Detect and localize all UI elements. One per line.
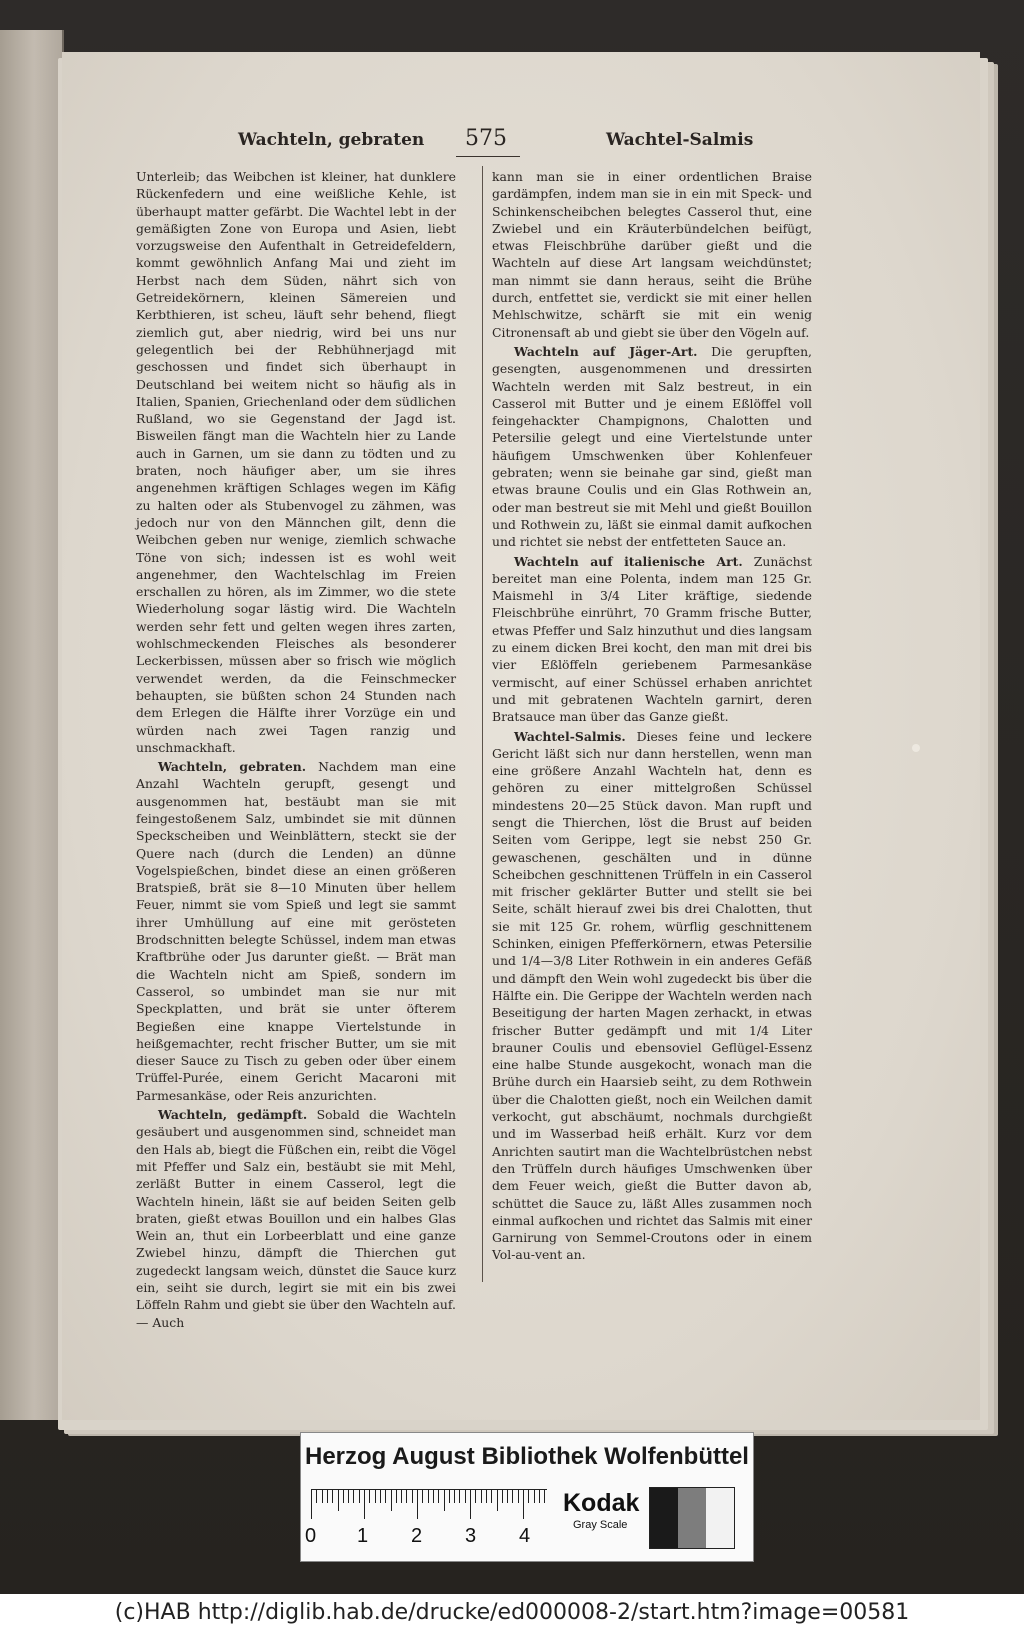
paragraph	[492, 343, 812, 551]
scale-tick	[311, 1489, 312, 1519]
scale-tick	[412, 1489, 413, 1503]
gray-patch	[706, 1488, 734, 1548]
scale-tick	[364, 1489, 365, 1519]
scale-number: 4	[519, 1525, 531, 1547]
footer-bar	[0, 1594, 1024, 1634]
left-page-edge	[0, 30, 64, 1420]
scale-tick	[486, 1489, 487, 1503]
scale-tick	[438, 1489, 439, 1503]
scale-tick	[391, 1489, 392, 1511]
paragraph	[136, 168, 456, 756]
paragraph-text: kann man sie in einer ordentlichen Braise gardämpfen, indem man sie in ein mit Speck- und Schinkenscheibchen belegtes Casserol thut, eine Zwiebel und ein Kräuterbündelchen beifügt, etwas Fleischbrühe darüber gießt und die Wachteln auf diese Art langsam weichdünstet; man nimmt sie dann heraus, seiht die Brühe durch, entfettet sie, verdickt sie mit einer hellen Mehlschwitze, schärft sie mit ein wenig Citronensaft ab und giebt sie über den Vögeln auf.	[492, 169, 812, 340]
paragraph-text: Dieses feine und leckere Gericht läßt sich nur dann herstellen, wenn man eine größere Anzahl Wachteln hat, denn es gehören zu einer mittelgroßen Schüssel mindestens 20—25 Stück davon. Man rupft und sengt die Thierchen, löst die Brust auf beiden Seiten vom Gerippe, legt sie nebst 250 Gr. gewaschenen, geschälten und in dünne Scheibchen geschnittenen Trüffeln in ein Casserol mit frischer geklärter Butter und stellt sie bei Seite, schält hierauf zwei bis drei Chalotten, thut sie mit 125 Gr. rohem, würflig geschnittenem Schinken, einigen Pfefferkörnern, etwas Petersilie und 1/4—3/8 Liter Rothwein in ein anderes Gefäß und dämpft den Wein wohl zugedeckt bis über die Hälfte ein. Die Gerippe der Wachteln werden nach Beseitigung der harten Magen zerhackt, in etwas frischer Butter gedämpft und mit 1/4 Liter brauner Coulis und ebensoviel Geflügel-Essenz eine halbe Stunde ausgekocht, wonach man die Brühe durch ein Haarsieb seiht, zu dem Rothwein über die Chalotten gießt, noch ein Weilchen damit verkocht, gut abschäumt, nochmals durchgießt und im Wasserbad heiß erhält. Kurz vor dem Anrichten sautirt man die Wachtelbrüstchen nebst den Trüffeln durch häufiges Umschwenken über dem Feuer weich, gießt die Butter davon ab, schüttet die Sauce zu, läßt Alles zusammen noch einmal aufkochen und richtet das Salmis mit einer Garnirung von Semmel-Croutons oder in einem Vol-au-vent an.	[492, 728, 812, 1263]
entry-heading: Wachteln, gedämpft.	[158, 1107, 308, 1123]
scale-tick	[523, 1489, 524, 1519]
scale-number: 1	[357, 1525, 369, 1547]
scale-tick	[528, 1489, 529, 1503]
running-head-right: Wachtel-Salmis	[606, 130, 754, 150]
scale-tick	[444, 1489, 445, 1511]
scale-tick	[491, 1489, 492, 1503]
scale-numbers	[305, 1525, 565, 1549]
dust-speck	[912, 744, 920, 752]
scale-tick	[512, 1489, 513, 1503]
color-calibration-card	[300, 1432, 754, 1562]
gray-patch	[678, 1488, 706, 1548]
paragraph-text: Die gerupften, gesengten, ausgenommenen und dressirten Wachteln werden mit Salz bestreut, in ein Casserol mit Butter und je einem Eßlöffel voll feingehackter Champignons, Chalotten und Petersilie gelegt und eine Viertelstunde unter häufigem Umschwenken über Kohlenfeuer gebraten; wenn sie beinahe gar sind, gießt man etwas braune Coulis und ein Glas Rothwein an, oder man bestreut sie mit Mehl und gießt Bouillon und Rothwein zu, läßt sie einmal damit aufkochen und richtet sie nebst der entfetteten Sauce an.	[492, 343, 812, 550]
paragraph-text: Zunächst bereitet man eine Polenta, indem man 125 Gr. Maismehl in 3/4 Liter kräftige, siedende Fleischbrühe einrührt, 70 Gramm frische Butter, etwas Pfeffer und Salz hinzuthut und dies langsam zu einem dicken Brei kocht, den man mit drei bis vier Eßlöffeln geriebenem Parmesankäse vermischt, auf einer Schüssel erhaben anrichtet und mit gebratenen Wachteln garnirt, deren Bratsauce man über das Ganze gießt.	[492, 553, 812, 725]
scale-tick	[359, 1489, 360, 1503]
kodak-logo: Kodak	[563, 1489, 640, 1517]
gray-patch	[650, 1488, 678, 1548]
paragraph	[136, 758, 456, 1104]
scale-tick	[481, 1489, 482, 1503]
scale-tick	[343, 1489, 344, 1503]
left-column	[136, 168, 456, 1331]
copyright-url: (c)HAB http://diglib.hab.de/drucke/ed000008-2/start.htm?image=00581	[114, 1600, 910, 1625]
running-head-left: Wachteln, gebraten	[238, 130, 425, 150]
scale-tick	[327, 1489, 328, 1503]
entry-heading: Wachteln, gebraten.	[158, 759, 307, 775]
scale-tick	[396, 1489, 397, 1503]
scale-tick	[470, 1489, 471, 1519]
scale-number: 3	[465, 1525, 477, 1547]
scale-tick	[544, 1489, 545, 1503]
scale-tick	[465, 1489, 466, 1503]
page-header	[130, 126, 830, 160]
paragraph	[492, 168, 812, 341]
entry-heading: Wachteln auf italienische Art.	[514, 553, 743, 569]
entry-heading: Wachteln auf Jäger-Art.	[514, 343, 698, 359]
scale-number: 0	[305, 1525, 317, 1547]
gray-scale-label: Gray Scale	[573, 1519, 628, 1531]
scale-tick	[507, 1489, 508, 1503]
library-name: Herzog August Bibliothek Wolfenbüttel	[305, 1443, 749, 1470]
right-column	[492, 168, 812, 1264]
scale-tick	[338, 1489, 339, 1511]
scale-tick	[332, 1489, 333, 1503]
scale-tick	[539, 1489, 540, 1503]
page-number: 575	[465, 126, 507, 151]
column-divider	[482, 166, 483, 1282]
scale-tick	[518, 1489, 519, 1503]
paragraph	[492, 728, 812, 1264]
scale-tick	[385, 1489, 386, 1503]
scale-tick	[534, 1489, 535, 1503]
scale-tick	[428, 1489, 429, 1503]
scale-tick	[454, 1489, 455, 1503]
scale-tick	[449, 1489, 450, 1503]
scale-tick	[375, 1489, 376, 1503]
scale-number: 2	[411, 1525, 423, 1547]
scale-tick	[406, 1489, 407, 1503]
scale-tick	[497, 1489, 498, 1511]
gray-patches	[649, 1487, 735, 1549]
scale-tick	[422, 1489, 423, 1503]
scale-tick	[348, 1489, 349, 1503]
scale-tick	[433, 1489, 434, 1503]
scale-tick	[369, 1489, 370, 1503]
paragraph	[136, 1106, 456, 1331]
entry-heading: Wachtel-Salmis.	[514, 728, 626, 744]
paragraph	[492, 553, 812, 726]
paragraph-text: Nachdem man eine Anzahl Wachteln gerupft, gesengt und ausgenommen hat, bestäubt man sie mit feingestoßenem Salz, umbindet sie mit dünnen Speckscheiben und Weinblättern, steckt sie der Quere nach (durch die Lenden) an dünne Vogelspießchen, bindet diese an einen größeren Bratspieß, brät sie 8—10 Minuten über hellem Feuer, nimmt sie vom Spieß und legt sie sammt ihrer Umhüllung auf eine mit gerösteten Brodschnitten belegte Schüssel, indem man etwas Kraftbrühe oder Jus darunter gießt. — Brät man die Wachteln nicht am Spieß, sondern im Casserol, so umbindet man sie nur mit Speckplatten, und brät sie unter öfterem Begießen eine knappe Viertelstunde in heißgemachter, recht frischer Butter, um sie mit dieser Sauce zu Tisch zu geben oder über einem Trüffel-Purée, einem Gericht Macaroni mit Parmesankäse, oder Reis anzurichten.	[136, 759, 456, 1103]
scale-tick	[322, 1489, 323, 1503]
scale-tick	[417, 1489, 418, 1519]
paragraph-text: Unterleib; das Weibchen ist kleiner, hat dunklere Rückenfedern und eine weißliche Kehle, ist überhaupt matter gefärbt. Die Wachtel lebt in der gemäßigten Zone von Europa und Asien, liebt vorzugsweise den Aufenthalt in Getreidefeldern, kommt gewöhnlich Anfang Mai und zieht im Herbst nach dem Süden, nährt sich von Getreidekörnern, kleinen Sämereien und Kerbthieren, ist scheu, läuft sehr behend, fliegt ziemlich gut, aber niedrig, wird bei uns nur gelegentlich bei der Rebhühnerjagd mit geschossen und findet sich überhaupt in Deutschland bei weitem nicht so häufig als in Italien, Spanien, Griechenland oder dem südlichen Rußland, wo sie Gegenstand der Jagd ist. Bisweilen fängt man die Wachteln hier zu Lande auch in Garnen, um sie dann zu tödten und zu braten, noch häufiger aber, um sie ihres angenehmen kräftigen Schlages wegen im Käfig zu halten oder als Stubenvogel zu zähmen, was jedoch nur von den Männchen gilt, denn die Weibchen geben nur wenige, ziemlich schwache Töne von sich; indessen ist es wohl weit angenehmer, den Wachtelschlag im Freien erschallen zu hören, als im Zimmer, wo die stete Wiederholung sogar lästig wird. Die Wachteln werden sehr fett und gelten wegen ihres zarten, wohlschmeckenden Fleisches als besonderer Leckerbissen, müssen aber so frisch wie möglich verwendet werden, da die Feinschmecker behaupten, sie büßten schon 24 Stunden nach dem Erlegen die Hälfte ihrer Vorzüge ein und würden nach zwei Tagen ranzig und unschmackhaft.	[136, 169, 456, 755]
cm-scale	[311, 1489, 547, 1523]
scale-tick	[475, 1489, 476, 1503]
scale-tick	[401, 1489, 402, 1503]
paragraph-text: Sobald die Wachteln gesäubert und ausgenommen sind, schneidet man den Hals ab, biegt die Füßchen ein, reibt die Vögel mit Pfeffer und Salz ein, bestäubt sie mit Mehl, zerläßt Butter in einem Casserol, legt die Wachteln hinein, läßt sie auf beiden Seiten gelb braten, gießt etwas Bouillon und ein halbes Glas Wein an, thut ein Lorbeerblatt und eine ganze Zwiebel hinzu, dämpft die Thierchen gut zugedeckt langsam weich, dünstet die Sauce kurz ein, seiht sie durch, legirt sie mit ein bis zwei Löffeln Rahm und giebt sie über den Wachteln auf. — Auch	[136, 1107, 456, 1330]
header-rule	[456, 156, 520, 157]
scale-tick	[380, 1489, 381, 1503]
scale-tick	[316, 1489, 317, 1503]
scale-tick	[353, 1489, 354, 1503]
scale-tick	[502, 1489, 503, 1503]
scale-tick	[459, 1489, 460, 1503]
